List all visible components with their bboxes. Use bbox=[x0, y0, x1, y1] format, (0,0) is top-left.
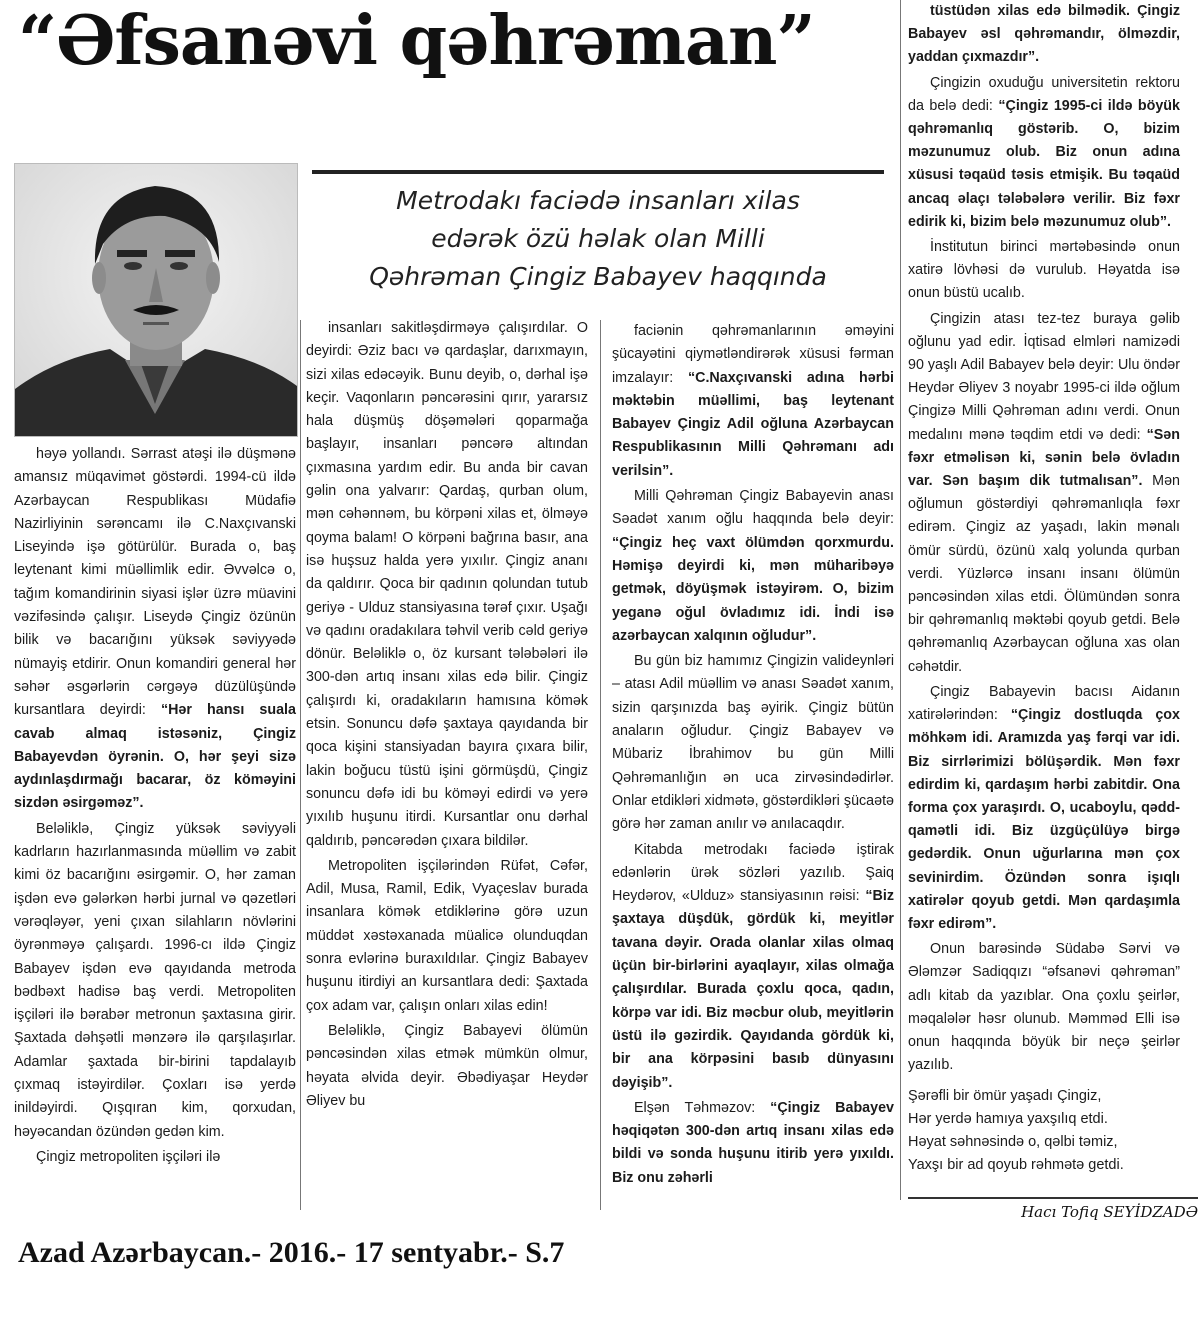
body-text: həyə yollandı. Sərrast atəşi ilə düşmənə amansız müqavimət göstərdi. 1994-cü ildə Azərbaycan Respublikası Müdafiə Nazirliyinin sərəncamı ilə C.Naxçıvanski Liseyində işə götürülür. Burada o, baş leytenant kimi müəllimlik edir. Əvvəlcə o, tağım komandirinin siyasi işlər üzrə müavini vəzifəsində çalışır. Liseydə Çingiz özünün bilik və bacarığını yüksək səviyyədə nümayiş etdirir. Onun komandiri general hər səhər əsgərlərin cərgəyə düzülüşündə kursantlara deyirdi: bbox=[14, 446, 296, 719]
body-text: Elşən Təhməzov: bbox=[634, 1099, 771, 1116]
body-text: Beləliklə, Çingiz Babayevi ölümün pəncəsindən xilas etmək mümkün olmur, həyata əlvida deyir. Əbədiyaşar Heydər Əliyev bu bbox=[306, 1022, 588, 1109]
article-column-3 bbox=[612, 320, 894, 1190]
quote-text: “C.Naxçıvanski adına hərbi məktəbin müəllimi, baş leytenant Babayev Çingiz Adil oğluna Azərbaycan Respublikasının Milli Qəhrəmanı adı verilsin”. bbox=[612, 369, 894, 479]
article-paragraph bbox=[908, 681, 1180, 936]
body-text: Kitabda metrodakı faciədə iştirak edənlərin ürək sözləri yazılıb. Şaiq Heydərov, «Ulduz» stansiyasının rəisi: bbox=[612, 841, 894, 905]
subtitle-line: Qəhrəman Çingiz Babayev haqqında bbox=[369, 262, 827, 291]
article-paragraph bbox=[612, 320, 894, 483]
poem-line: Şərəfli bir ömür yaşadı Çingiz, bbox=[908, 1088, 1102, 1105]
article-paragraph bbox=[612, 839, 894, 1095]
body-text: Milli Qəhrəman Çingiz Babayevin anası Səadət xanım oğlu haqqında belə deyir: bbox=[612, 488, 894, 528]
body-text: Beləliklə, Çingiz yüksək səviyyəli kadrların hazırlanmasında müəllim və zabit kimi öz bacarığını əsirgəmir. O, hər zaman işdən evə gələrkən hərbi jurnal və qəzetləri vərəqləyər, yeni çıxan silahların növlərini öyrənməyə çalışardı. 1996-cı ildə Çingiz Babayev işdən evə qayıdanda metroda bədbəxt hadisə baş verdi. Metropoliten işçiləri ilə bərabər metronun şaxtasına girir. Şaxtada dəhşətli mənzərə ilə qarşılaşırlar. Adamlar şaxtada bir-birini tapdalayıb çıxmaq istəyirdilər. Çoxları isə yerdə inildəyirdi. Qışqıran kim, qorxudan, həyəcandan özündən gedən kim. bbox=[14, 820, 296, 1140]
body-text: Onun barəsində Südabə Sərvi və Ələmzər Sadiqqızı “əfsanəvi qəhrəman” adlı kitab da yazıblar. Ona çoxlu şeirlər, məqalələr həsr olunub. Məmməd Elli isə onun haqqında böyük bir neçə şeirlər yazılıb. bbox=[908, 941, 1180, 1074]
article-paragraph bbox=[908, 72, 1180, 234]
body-text: Çingiz metropoliten işçiləri ilə bbox=[36, 1148, 221, 1165]
portrait-photo bbox=[14, 163, 298, 437]
portrait-image bbox=[15, 164, 297, 436]
body-text: Metropoliten işçilərindən Rüfət, Cəfər, Adil, Musa, Ramil, Edik, Vyaçeslav burada insanlara kömək etdiklərinə görə uzun müddət xəstəxanada müalicə olunduqdan sonra evlərinə buraxıldılar. Çingiz Babayev huşunu itirdiyi an kursantlara dedi: Şaxtada çox adam var, çalışın onları xilas edin! bbox=[306, 857, 588, 1014]
article-paragraph bbox=[14, 1146, 296, 1169]
source-citation: Azad Azərbaycan.- 2016.- 17 sentyabr.- S.7 bbox=[18, 1236, 565, 1269]
body-text: İnstitutun birinci mərtəbəsində onun xatirə lövhəsi də vurulub. Həyatda isə onun büstü ucalıb. bbox=[908, 239, 1180, 302]
subtitle bbox=[312, 170, 884, 296]
column-divider bbox=[600, 320, 601, 1210]
quote-text: “Sən fəxr etməlisən ki, sənin belə övladın var. Sən başım dik tutmalısan”. bbox=[908, 426, 1180, 490]
article-column-1 bbox=[14, 443, 296, 1169]
subtitle-line: Metrodakı faciədə insanları xilas bbox=[396, 186, 800, 215]
article-column-2 bbox=[306, 317, 588, 1113]
quote-text: “Biz şaxtaya düşdük, gördük ki, meyitlər tavana dəyir. Orada olanlar xilas olmaq üçün bir-birlərini ayaqlayır, xilas olmağa çalışırdılar. Burada çoxlu qoca, qadın, körpə var idi. Biz məcbur olub, meyitlərin üstü ilə gəzirdik. Qayıdanda gördük ki, bir ana körpəsini basıb dünyasını dəyişib”. bbox=[612, 888, 894, 1091]
column-divider bbox=[300, 320, 301, 1210]
article-paragraph bbox=[14, 818, 296, 1144]
author-signature: Hacı Tofiq SEYİDZADƏ bbox=[908, 1197, 1198, 1221]
body-text: Çingizin oxuduğu universitetin rektoru da belə dedi: bbox=[908, 74, 1180, 114]
subtitle-line: edərək özü həlak olan Milli bbox=[431, 224, 765, 253]
quote-text: tüstüdən xilas edə bilmədik. Çingiz Babayev əsl qəhrəmandır, ölməzdir, yaddan çıxmazdır”. bbox=[908, 3, 1180, 66]
quote-text: “Çingiz heç vaxt ölümdən qorxmurdu. Həmişə deyirdi ki, mən müharibəyə getmək, döyüşmək istəyirəm. O, bizim yeganə oğul övladımız idi. İndi isə azərbaycan xalqının oğludur”. bbox=[612, 534, 894, 644]
article-paragraph bbox=[306, 317, 588, 853]
body-text: Çingizin atası tez-tez buraya gəlib oğlunu yad edir. İqtisad elmləri namizədi 90 yaşlı Adil Babayev belə deyir: Ulu öndər Heydər Əliyev 3 noyabr 1995-ci ildə oğlum Çingizə Milli Qəhrəman adını verdi. Onun medalını mənə təqdim etdi və dedi: bbox=[908, 310, 1180, 443]
body-text: insanları sakitləşdirməyə çalışırdılar. O deyirdi: Əziz bacı və qardaşlar, darıxmayın, sizi xilas edəcəyik. Bunu deyib, o, dərhal işə keçir. Vaqonların pəncərəsini qırır, yararsız hala düşmüş döşəmələri qoparmağa başlayır, insanları pəncərə altından çıxmasına yardım edir. Bu anda bir cavan gəlin ona yalvarır: Qardaş, qurban olum, mən cəhənnəm, bu körpəni xilas et, ölməyə qoyma balam! O körpəni bağrına basır, ana isə huşsuz halda yerə yıxılır. Çingiz ananı da qaldırır. Qoca bir qadının qolundan tutub geriyə - Ulduz stansiyasına tərəf çıxır. Uşağı və qadını oradakılara təhvil verib cəld geriyə dönür. Beləliklə o, öz kursant tələbələri ilə 300-dən artıq insanı xilas edə bilir. Çingiz çalışırdı ki, oradakıların hamısına kömək etsin. Sonuncu dəfə şaxtaya qayıdanda bir qoca kişini stansiyadan bayıra çıxara bilir, lakin boğucu tüstü işini görmüşdü, Çingiz sonuncu dəfə idi bu köməyi edirdi və yerə yıxılıb huşunu itirdi. Kursantlar onu dərhal qaldırıb, pəncərədən çıxara bildilər. bbox=[306, 320, 588, 849]
column-divider bbox=[900, 0, 901, 1200]
article-paragraph bbox=[908, 0, 1180, 70]
body-text: Çingiz Babayevin bacısı Aidanın xatirələrindən: bbox=[908, 683, 1180, 724]
body-text: faciənin qəhrəmanlarının əməyini şücayətini qiymətləndirərək xüsusi fərman imzalayır: bbox=[612, 323, 894, 386]
headline: “Əfsanəvi qəhrəman” bbox=[18, 1, 815, 81]
poem-line: Həyat səhnəsində o, qəlbi təmiz, bbox=[908, 1134, 1118, 1151]
article-paragraph bbox=[908, 308, 1180, 679]
body-text: Mən oğlumun göstərdiyi qəhrəmanlıqla fəxr edirəm. Çingiz az yaşadı, lakin mənalı ömür sürdü, özünü xalq yolunda qurban verdi. Yüzlərcə insanı insanı ölümün pəncəsindən xilas etdi. Ölümündən sonra bir qəhrəmanlıq məktəbi qoyub getdi. Belə qəhrəmanlıq Azərbaycan oğluna xas olan cəhətdir. bbox=[908, 473, 1180, 675]
article-paragraph bbox=[14, 443, 296, 816]
quote-text: “Hər hansı suala cavab almaq istəsəniz, Çingiz Babayevdən öyrənin. O, hər şeyi sizə aydınlaşdırmağı bacarar, öz köməyini sizdən əsirgəməz”. bbox=[14, 702, 296, 812]
quote-text: “Çingiz dostluqda çox möhkəm idi. Aramızda yaş fərqi var idi. Biz sirrlərimizi bölüşərdik. Mən fəxr edirdim ki, qardaşım hərbi zabitdir. Ona forma çox yaraşırdı. O, ucaboylu, qədd-qamətli idi. Biz üzgüçülüyə birgə gedərdik. Onun uğurlarına mən çox sevinirdim. Özündən sonra işıqlı xatirələr qoyub getdi. Mən qardaşımla fəxr edirəm”. bbox=[908, 707, 1180, 932]
article-paragraph bbox=[612, 485, 894, 648]
article-paragraph bbox=[908, 938, 1180, 1077]
quote-text: “Çingiz Babayev həqiqətən 300-dən artıq insanı xilas edə bildi və sonda huşunu itirib yerə yıxıldı. Biz onu zəhərli bbox=[612, 1099, 894, 1186]
article-column-4 bbox=[908, 0, 1180, 1177]
article-paragraph bbox=[908, 236, 1180, 306]
article-paragraph bbox=[612, 1097, 894, 1190]
article-paragraph bbox=[612, 650, 894, 836]
poem-line: Yaxşı bir ad qoyub rəhmətə getdi. bbox=[908, 1157, 1124, 1174]
quote-text: “Çingiz 1995-ci ildə böyük qəhrəmanlıq göstərib. O, bizim məzunumuz olub. Biz onun adına xüsusi təqaüd təsis etmişik. Bu təqaüd ancaq əlaçı tələbələrə verilir. Biz fəxr edirik ki, bizim belə məzunumuz olub”. bbox=[908, 97, 1180, 230]
article-column-4-body bbox=[908, 0, 1180, 1077]
body-text: Bu gün biz hamımız Çingizin valideynləri – atası Adil müəllim və anası Səadət xanım, sizin qarşınızda baş əyirik. Çingiz bütün anaların oğludur. Çingiz Babayev və Mübariz İbrahimov bu gün Milli Qəhrəmanlığın ən uca zirvəsindədirlər. Onlar etdikləri xidmətə, göstərdikləri şücaətə görə hər zaman anılır və anılacaqdır. bbox=[612, 653, 894, 833]
poem-line: Hər yerdə hamıya yaxşılıq etdi. bbox=[908, 1111, 1108, 1128]
poem bbox=[908, 1085, 1180, 1177]
article-paragraph bbox=[306, 855, 588, 1018]
article-paragraph bbox=[306, 1020, 588, 1113]
